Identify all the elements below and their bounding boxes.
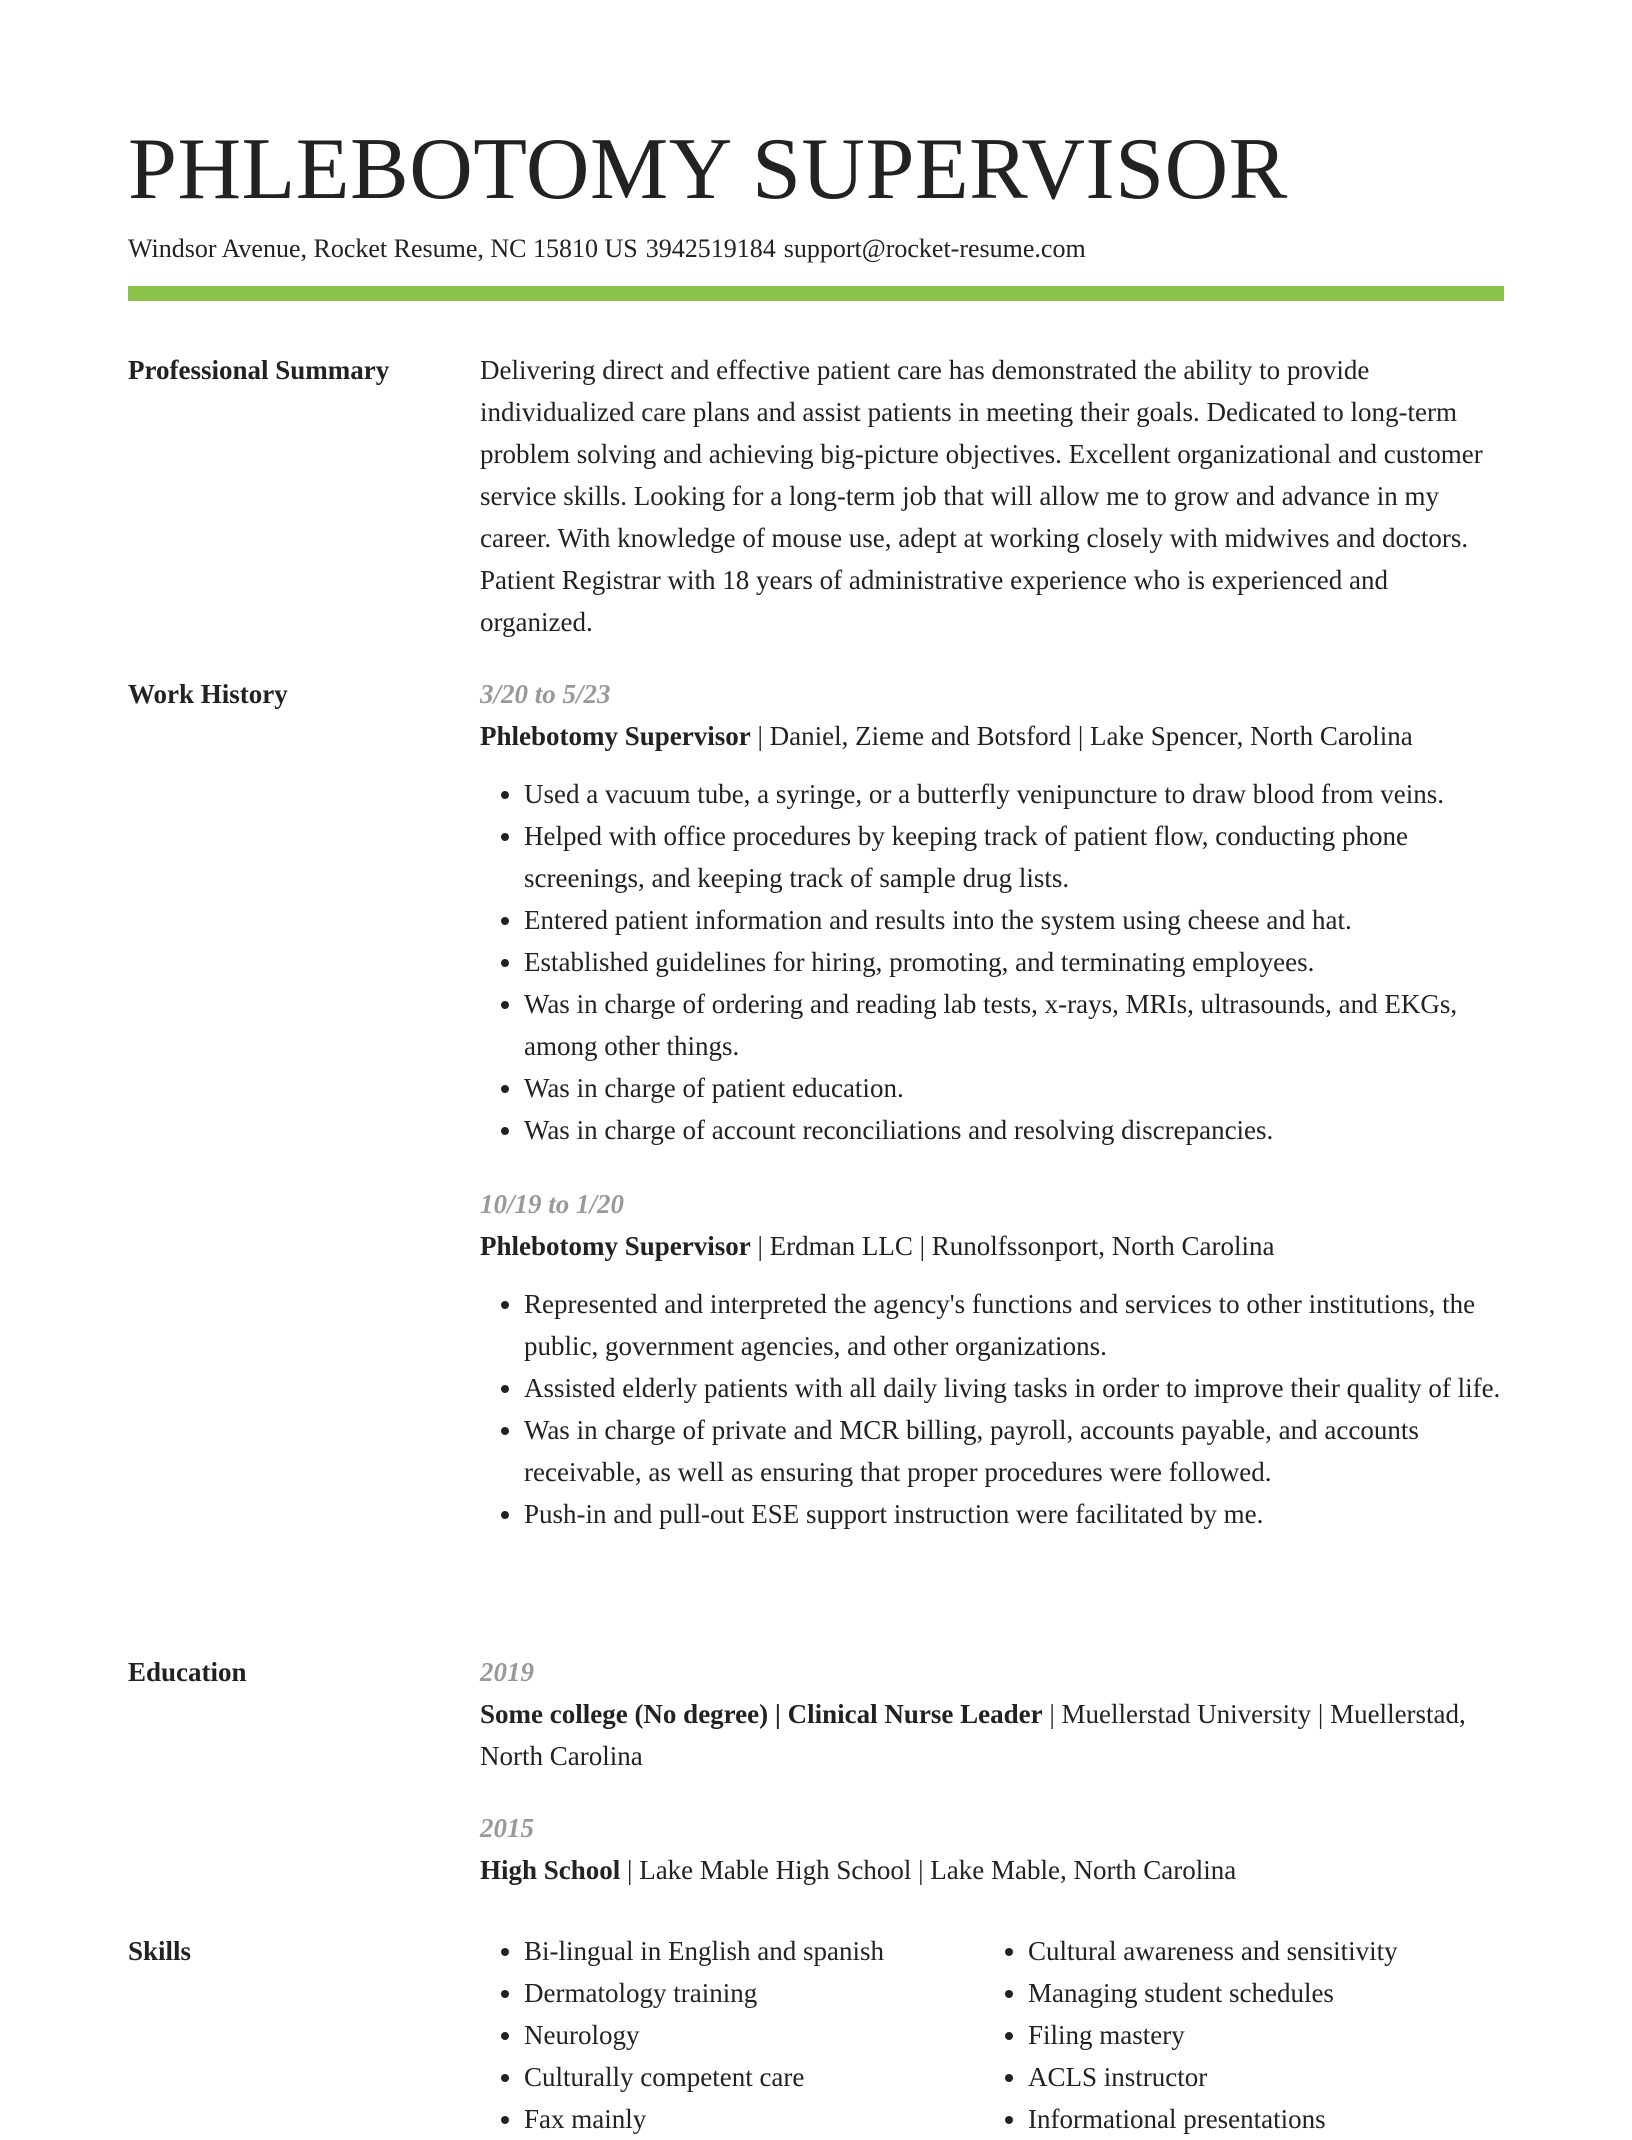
job-bullets — [480, 773, 1504, 1151]
resume-title: PHLEBOTOMY SUPERVISOR — [128, 121, 1288, 218]
skill-item: • Neurology — [524, 2014, 984, 2056]
education-degree: High School — [480, 1855, 621, 1885]
job-dates: 10/19 to 1/20 — [480, 1189, 625, 1219]
job-title-line — [480, 1225, 1504, 1267]
summary-text: Delivering direct and effective patient care has demonstrated the ability to provide individualized care plans and assist patients in meeting their goals. Dedicated to long-term problem solving and achieving big-picture objectives. Excellent organizational and customer service skills. Looking for a long-term job that will allow me to grow and advance in my career. With knowledge of mouse use, adept at working closely with midwives and doctors. Patient Registrar with 18 years of administrative experience who is experienced and organized. — [480, 355, 1483, 637]
job-role: Phlebotomy Supervisor — [480, 721, 751, 751]
education-year: 2015 — [480, 1813, 534, 1843]
skills-body — [480, 1930, 1504, 2140]
skill-item: • Informational presentations — [1028, 2098, 1488, 2140]
job-dates: 3/20 to 5/23 — [480, 679, 611, 709]
work-history-heading: Work History — [128, 679, 288, 709]
skill-item: • Fax mainly — [524, 2098, 984, 2140]
skills-heading: Skills — [128, 1936, 192, 1966]
job-bullet: • Established guidelines for hiring, promoting, and terminating employees. — [524, 941, 1504, 983]
summary-heading: Professional Summary — [128, 355, 390, 385]
skill-item: • ACLS instructor — [1028, 2056, 1488, 2098]
job-bullet: • Assisted elderly patients with all daily living tasks in order to improve their quality of life. — [524, 1367, 1504, 1409]
job-entry — [480, 673, 1504, 1151]
job-details: | Daniel, Zieme and Botsford | Lake Spencer, North Carolina — [750, 721, 1413, 751]
contact-line — [128, 230, 1094, 268]
job-entry — [480, 1183, 1504, 1535]
education-degree: Some college (No degree) | Clinical Nurse Leader — [480, 1699, 1043, 1729]
skill-item: • Cultural awareness and sensitivity — [1028, 1930, 1488, 1972]
skill-item: • Culturally competent care — [524, 2056, 984, 2098]
education-entry — [480, 1807, 1504, 1891]
skills-list-right — [984, 1930, 1488, 2140]
job-title-line — [480, 715, 1504, 757]
job-bullet: • Represented and interpreted the agency's functions and services to other institutions, the public, government agencies, and other organizations. — [524, 1283, 1504, 1367]
summary-body — [480, 349, 1504, 643]
education-line — [480, 1693, 1504, 1777]
education-entry — [480, 1651, 1504, 1777]
work-history-body — [480, 673, 1504, 1567]
job-bullet: • Was in charge of private and MCR billing, payroll, accounts payable, and accounts receivable, as well as ensuring that proper procedures were followed. — [524, 1409, 1504, 1493]
education-body — [480, 1651, 1504, 1921]
skill-item: • Dermatology training — [524, 1972, 984, 2014]
skill-item: • Filing mastery — [1028, 2014, 1488, 2056]
skills-columns — [480, 1930, 1504, 2140]
job-bullet: • Used a vacuum tube, a syringe, or a butterfly venipuncture to draw blood from veins. — [524, 773, 1504, 815]
contact-email: support@rocket-resume.com — [783, 234, 1086, 263]
job-bullet: • Was in charge of account reconciliations and resolving discrepancies. — [524, 1109, 1504, 1151]
job-bullet: • Push-in and pull-out ESE support instruction were facilitated by me. — [524, 1493, 1504, 1535]
education-heading: Education — [128, 1657, 247, 1687]
education-details: | Muellerstad University | Muellerstad, North Carolina — [480, 1699, 1466, 1771]
skill-item: • Bi-lingual in English and spanish — [524, 1930, 984, 1972]
contact-address: Windsor Avenue, Rocket Resume, NC 15810 US — [128, 234, 638, 263]
skills-list-left — [480, 1930, 984, 2140]
header-divider — [128, 286, 1504, 301]
job-bullets — [480, 1283, 1504, 1535]
education-line — [480, 1849, 1504, 1891]
contact-phone: 3942519184 — [645, 234, 776, 263]
job-role: Phlebotomy Supervisor — [480, 1231, 751, 1261]
job-bullet: • Was in charge of patient education. — [524, 1067, 1504, 1109]
job-bullet: • Helped with office procedures by keeping track of patient flow, conducting phone screenings, and keeping track of sample drug lists. — [524, 815, 1504, 899]
education-details: | Lake Mable High School | Lake Mable, North Carolina — [620, 1855, 1237, 1885]
job-details: | Erdman LLC | Runolfssonport, North Carolina — [750, 1231, 1275, 1261]
job-bullet: • Entered patient information and results into the system using cheese and hat. — [524, 899, 1504, 941]
education-year: 2019 — [480, 1657, 534, 1687]
skill-item: • Managing student schedules — [1028, 1972, 1488, 2014]
job-bullet: • Was in charge of ordering and reading lab tests, x-rays, MRIs, ultrasounds, and EKGs, among other things. — [524, 983, 1504, 1067]
